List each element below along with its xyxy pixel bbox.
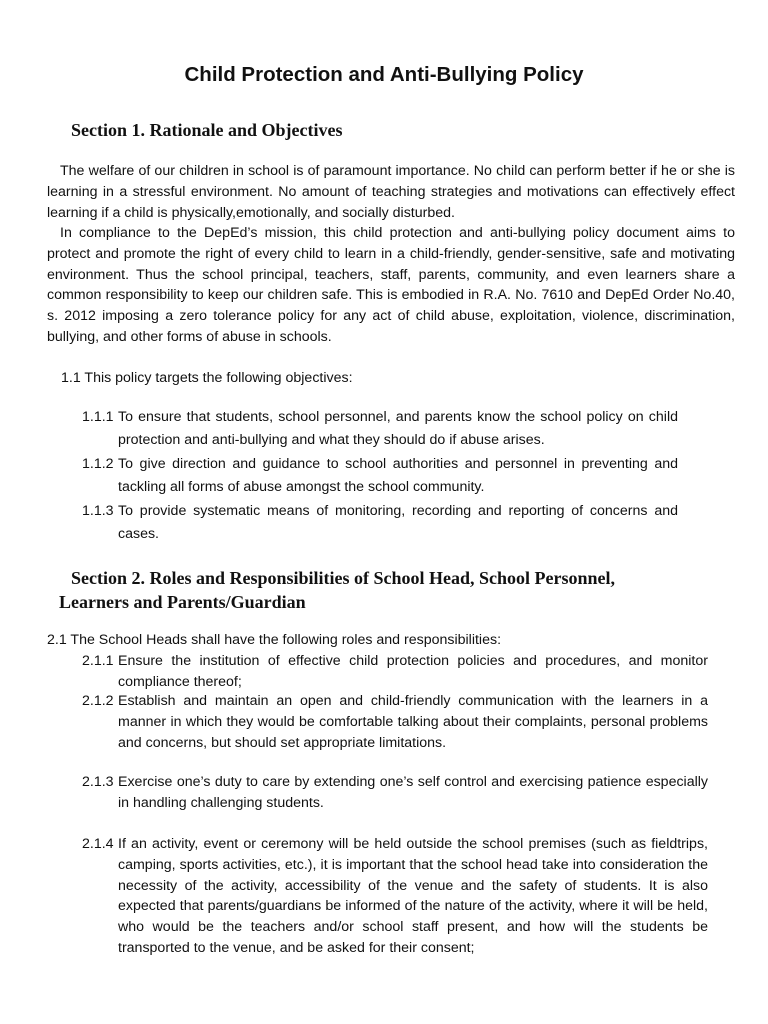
objective-text: To give direction and guidance to school authorities and personnel in preventing and tackling all forms of abuse amongst the school community.: [118, 456, 678, 496]
objective-number: 1.1.3: [82, 503, 114, 519]
responsibility-number: 2.1.4: [82, 836, 114, 852]
objective-item: [82, 453, 678, 500]
responsibility-number: 2.1.3: [82, 774, 114, 790]
objective-number: 1.1.1: [82, 409, 114, 425]
responsibility-text: If an activity, event or ceremony will be held outside the school premises (such as fieldtrips, camping, sports activities, etc.), it is important that the school head take into consideration the necessity of the activity, accessibility of the venue and the safety of students. It is also expected that parents/guardians be informed of the nature of the activity, where it will be held, who would be the teachers and/or school staff present, and how will the students be transported to the venue, and be asked for their consent;: [118, 836, 708, 956]
objective-text: To ensure that students, school personnel, and parents know the school policy on child protection and anti-bullying and what they should do if abuse arises.: [118, 409, 678, 449]
section-2-heading-line-2: Learners and Parents/Guardian: [59, 592, 306, 612]
responsibility-item: [82, 834, 708, 959]
section-2-heading: [59, 566, 709, 614]
rationale-paragraph-1: The welfare of our children in school is of paramount importance. No child can perform better if he or she is learning in a stressful environment. No amount of teaching strategies and motivations can effectively effect learning if a child is physically,emotionally, and socially disturbed.: [47, 163, 735, 221]
section-2-heading-line-1: Section 2. Roles and Responsibilities of School Head, School Personnel,: [71, 568, 616, 588]
section-1-heading: Section 1. Rationale and Objectives: [71, 120, 343, 140]
responsibility-text: Establish and maintain an open and child-friendly communication with the learners in a manner in which they would be comfortable talking about their complaints, personal problems and concerns, but should set appropriate limitations.: [118, 693, 708, 751]
responsibility-text: Exercise one’s duty to care by extending one’s self control and exercising patience especially in handling challenging students.: [118, 774, 708, 811]
objectives-intro: 1.1 This policy targets the following objectives:: [61, 370, 353, 386]
responsibility-item: [82, 691, 708, 753]
responsibility-text: Ensure the institution of effective child protection policies and procedures, and monitor compliance thereof;: [118, 653, 708, 690]
objective-number: 1.1.2: [82, 456, 114, 472]
objective-item: [82, 406, 678, 453]
rationale-paragraph-2: In compliance to the DepEd’s mission, this child protection and anti-bullying policy document aims to protect and promote the right of every child to learn in a child-friendly, gender-sensitive, safe and motivating environment. Thus the school principal, teachers, staff, parents, community, and even learners share a common responsibility to keep our children safe. This is embodied in R.A. No. 7610 and DepEd Order No.40, s. 2012 imposing a zero tolerance policy for any act of child abuse, exploitation, violence, discrimination, bullying, and other forms of abuse in schools.: [47, 225, 735, 345]
responsibility-item: [82, 651, 708, 693]
roles-intro: 2.1 The School Heads shall have the following roles and responsibilities:: [47, 632, 502, 648]
responsibility-number: 2.1.1: [82, 653, 114, 669]
document-title: Child Protection and Anti-Bullying Policy: [184, 63, 584, 86]
responsibility-item: [82, 772, 708, 814]
objective-text: To provide systematic means of monitoring, recording and reporting of concerns and cases.: [118, 503, 678, 543]
objective-item: [82, 500, 678, 547]
responsibility-number: 2.1.2: [82, 693, 114, 709]
